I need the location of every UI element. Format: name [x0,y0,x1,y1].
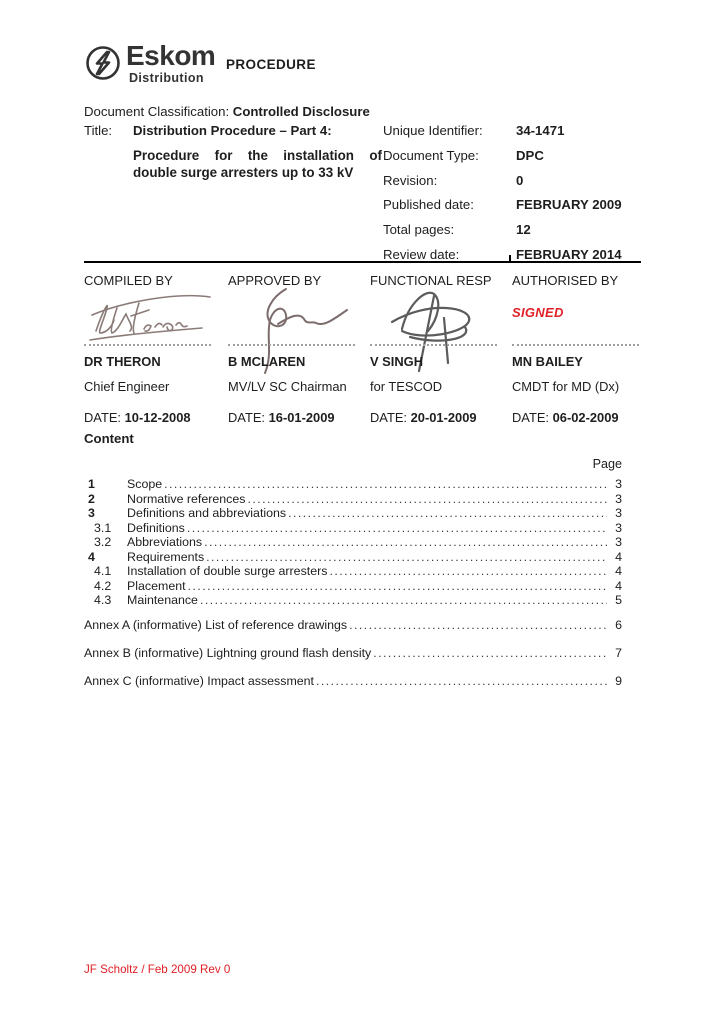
signature-line [370,344,497,346]
signature-line [512,344,639,346]
meta-row-published-date [383,197,641,222]
signoff-role: for TESCOD [370,379,443,394]
toc-dot-leader [288,506,607,521]
signed-stamp-text: SIGNED [512,305,564,320]
classification-value: Controlled Disclosure [232,104,370,119]
signoff-heading: FUNCTIONAL RESP [370,273,492,288]
signoff-name: B MCLAREN [228,354,306,369]
toc-dot-leader [187,521,607,536]
toc-dot-leader [329,564,607,579]
toc-entry-page: 3 [615,520,622,535]
toc-entry-label: Installation of double surge arresters [127,564,328,579]
logo-sub-text: Distribution [129,71,204,85]
toc-entry-page: 3 [615,535,622,550]
toc-entry-label: Definitions [127,520,185,535]
toc-entry [84,477,622,492]
meta-row-document-type [383,148,641,173]
toc-dot-leader [206,550,607,565]
toc-entry-page: 4 [615,549,622,564]
toc-entry-label: Scope [127,477,163,491]
toc-entry-number: 3.1 [94,520,112,535]
meta-value: FEBRUARY 2009 [516,197,622,213]
eskom-wordmark [126,42,215,85]
toc-entry-page: 3 [615,477,622,491]
toc-entry-number: 4 [88,549,95,564]
title-part: Distribution Procedure – Part 4: [133,123,332,138]
toc-entry [84,579,622,594]
signoff-role: MV/LV SC Chairman [228,379,347,394]
toc-entry-number: 4.3 [94,593,112,608]
meta-label: Unique Identifier: [383,123,483,138]
toc-annex-entry [84,646,622,661]
date-label: DATE: [370,410,408,425]
meta-label: Total pages: [383,222,455,238]
toc-entry-page: 4 [615,564,622,579]
toc-dot-leader [164,477,607,492]
toc-entry-page: 3 [615,491,622,506]
meta-value: 34-1471 [516,123,565,138]
meta-value: 0 [516,172,524,188]
toc-dot-leader [204,535,607,550]
meta-label: Document Type: [383,147,479,163]
signoff-name: DR THERON [84,354,161,369]
date-label: DATE: [512,410,550,425]
classification-label: Document Classification: [84,104,230,119]
toc-dot-leader [200,593,607,608]
signoff-name: MN BAILEY [512,354,583,369]
divider-column-tick [509,255,511,261]
content-heading: Content [84,431,134,446]
toc-entry [84,535,622,550]
meta-row-total-pages [383,222,641,247]
toc-entry [84,492,622,507]
signoff-column-compiled [84,273,224,438]
signoff-date [370,410,477,425]
signoff-heading: COMPILED BY [84,273,173,288]
meta-row-unique-identifier [383,123,641,148]
title-description: Procedure for the installation of double surge arresters up to 33 kV [133,148,382,180]
toc-entry-label: Placement [127,578,186,593]
meta-value: 12 [516,222,531,238]
signature-line [84,344,211,346]
table-of-contents [84,477,622,689]
toc-annex-entry [84,618,622,633]
date-label: DATE: [228,410,266,425]
toc-dot-leader [188,579,607,594]
toc-entry-page: 4 [615,578,622,593]
toc-entry-label: Definitions and abbreviations [127,506,287,521]
signoff-name: V SINGH [370,354,424,369]
toc-entry-number: 2 [88,491,95,506]
signoff-date [512,410,619,425]
signoff-block [84,273,644,438]
date-value: 06-02-2009 [552,410,619,425]
toc-entry [84,550,622,565]
meta-value: DPC [516,147,544,163]
signature-line [228,344,355,346]
meta-label: Published date: [383,197,474,213]
date-value: 16-01-2009 [268,410,335,425]
toc-entry [84,521,622,536]
toc-entry-number: 3 [88,506,95,521]
signoff-role: CMDT for MD (Dx) [512,379,620,394]
toc-dot-leader [316,674,607,689]
toc-entry-number: 1 [88,477,95,491]
signoff-column-functional [370,273,510,438]
toc-entry-label: Requirements [127,549,205,564]
toc-dot-leader [247,492,607,507]
approved-by-signature-image [228,285,368,345]
date-value: 20-01-2009 [410,410,477,425]
signoff-date [228,410,335,425]
signoff-date [84,410,191,425]
title-label: Title: [84,123,113,138]
toc-entry-number: 4.2 [94,578,112,593]
toc-entry [84,564,622,579]
toc-entry-page: 9 [615,674,622,689]
toc-dot-leader [349,618,607,633]
logo-brand-text: Eskom [126,40,216,71]
section-divider-rule [84,261,641,263]
toc-entry-label: Abbreviations [127,535,203,550]
signoff-heading: AUTHORISED BY [512,273,619,288]
document-kind-title: PROCEDURE [226,57,316,72]
toc-annex-entry [84,674,622,689]
meta-label: Revision: [383,172,438,188]
toc-entry-number: 3.2 [94,535,112,550]
meta-value: FEBRUARY 2014 [516,246,622,262]
eskom-emblem-icon [84,44,122,87]
toc-entry-label: Maintenance [127,593,198,608]
date-value: 10-12-2008 [124,410,191,425]
signoff-column-approved [228,273,368,438]
toc-entry-label: Normative references [127,491,246,506]
toc-entry [84,593,622,608]
meta-row-revision [383,173,641,198]
meta-row-review-date [383,247,641,272]
signoff-column-authorised [512,273,652,438]
date-label: DATE: [84,410,122,425]
signoff-heading: APPROVED BY [228,273,322,288]
eskom-logo [84,42,215,87]
functional-resp-signature-image [370,285,510,345]
classification-line [84,104,370,119]
toc-entry-page: 3 [615,506,622,521]
toc-entry-label: Annex C (informative) Impact assessment [84,674,314,689]
toc-entry-page: 6 [615,617,622,632]
toc-entry-label: Annex A (informative) List of reference drawings [84,617,348,632]
toc-entry-page: 5 [615,593,622,608]
toc-dot-leader [373,646,607,661]
meta-label: Review date: [383,246,460,262]
signoff-role: Chief Engineer [84,379,170,394]
toc-entry-page: 7 [615,645,622,660]
meta-fields [383,123,641,272]
toc-entry-label: Annex B (informative) Lightning ground flash density [84,645,372,660]
toc-entry [84,506,622,521]
compiled-by-signature-image [84,285,224,345]
toc-entry-number: 4.1 [94,564,112,579]
footer-revision-note: JF Scholtz / Feb 2009 Rev 0 [84,963,231,976]
page-column-label: Page [592,457,622,471]
